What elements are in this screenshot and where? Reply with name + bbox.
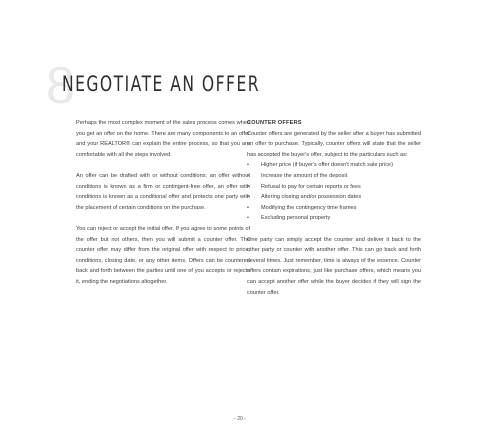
list-item: • Excluding personal property [247, 213, 421, 224]
list-item: • Refusal to pay for certain reports or fees [247, 182, 421, 193]
list-item: • Increase the amount of the deposit [247, 171, 421, 182]
paragraph-offer-conditions: An offer can be drafted with or without conditions; an offer without conditions is known as a firm or contingent-free offer, an offer with conditions is known as a conditional offer and protects one party with the placement of certain conditions on the purchase. [76, 172, 250, 211]
left-column [76, 118, 250, 288]
paragraph-counter-intro: Counter offers are generated by the seller after a buyer has submitted an offer to purchase. Typically, counter offers will state that the seller has accepted the buyer's offer, subject to the particulars such as: [247, 130, 421, 158]
paragraph-reject-accept: You can reject or accept the initial offer. If you agree to some points of the offer but not others, then you will submit a counter offer. The counter offer may differ from the original offer with respect to price, conditions, closing date, or any other items. Offers can be countered back and forth between the parties until one of you accepts or rejects it, ending the negotiations altogether. [76, 225, 250, 285]
list-item: • Altering closing and/or possession dates [247, 192, 421, 203]
step-number: 8 [46, 57, 75, 115]
section-heading-counter-offers: COUNTER OFFERS [247, 120, 302, 126]
counter-offer-particulars-list [247, 160, 421, 224]
page-number: - 20 - [234, 416, 246, 422]
paragraph-sales-process: Perhaps the most complex moment of the sales process comes when you get an offer on the home. There are many components to an offer and your REALTOR® can explain the entire process, so that you are comfortable with all the steps involved. [76, 120, 250, 158]
list-item: • Higher price (if buyer's offer doesn't match sale price) [247, 160, 421, 171]
page-title: NEGOTIATE AN OFFER [62, 72, 261, 96]
right-column [247, 118, 421, 298]
paragraph-counter-closing: One party can simply accept the counter and deliver it back to the other party or counter with another offer. This can go back and forth several times. Just remember, time is always of the essence. Counter offers contain expirations, just like purchase offers, which means you can accept another offer while the buyer decides if they will sign the counter offer. [247, 236, 421, 296]
list-item: • Modifying the contingency time frames [247, 203, 421, 214]
